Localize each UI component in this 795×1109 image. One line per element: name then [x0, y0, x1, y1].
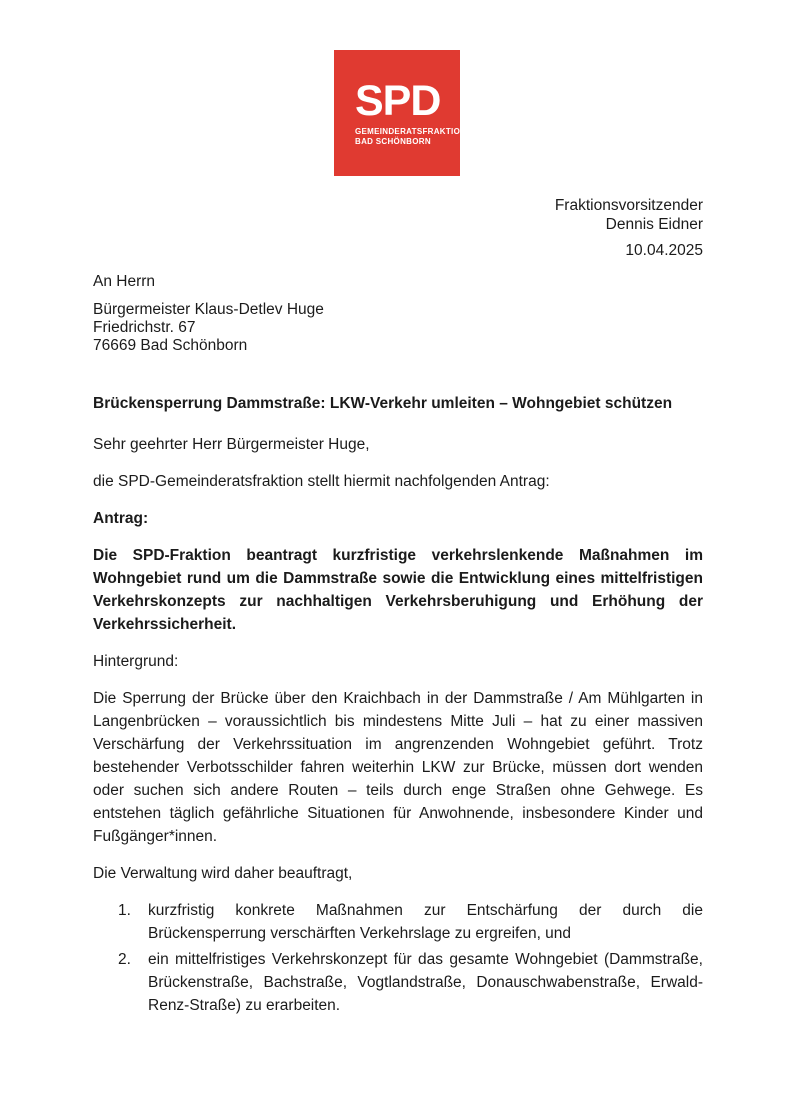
- recipient-street: Friedrichstr. 67: [93, 319, 196, 336]
- spd-logo: [334, 50, 467, 176]
- motion-text: Die SPD-Fraktion beantragt kurzfristige verkehrslenkende Maßnahmen im Wohngebiet rund um die Dammstraße sowie die Entwicklung eines mittelfristigen Verkehrskonzepts zur nachhaltigen Verkehrsberuhigung und Erhöhung der Verkehrssicherheit.: [93, 547, 703, 633]
- background-text: Die Sperrung der Brücke über den Kraichbach in der Dammstraße / Am Mühlgarten in Langenbrücken – voraussichtlich bis mindestens Mitte Juli – hat zu einer massiven Verschärfung der Verkehrssituation im angrenzenden Wohngebiet geführt. Trotz bestehender Verbotsschilder fahren weiterhin LKW zur Brücke, müssen dort wenden oder suchen sich andere Routen – teils durch enge Straßen ohne Gehwege. Es entstehen täglich gefährliche Situationen für Anwohnende, insbesondere Kinder und Fußgänger*innen.: [93, 690, 703, 845]
- greeting: Sehr geehrter Herr Bürgermeister Huge,: [93, 436, 370, 453]
- sender-role: Fraktionsvorsitzender: [554, 197, 703, 214]
- spd-logo-sublines: [355, 127, 467, 147]
- letter-body: [93, 392, 703, 1020]
- background-heading: Hintergrund:: [93, 653, 179, 670]
- motion-heading: Antrag:: [93, 510, 149, 527]
- sender-name: Dennis Eidner: [605, 216, 703, 233]
- recipient-block: [93, 273, 324, 355]
- task-number-2: 2.: [118, 951, 131, 968]
- spd-logo-text: SPD: [355, 77, 441, 125]
- intro-line: die SPD-Gemeinderatsfraktion stellt hiermit nachfolgenden Antrag:: [93, 473, 550, 490]
- logo-subline-fraktion: GEMEINDERATSFRAKTION: [355, 127, 467, 136]
- task-item-2: [118, 948, 703, 1017]
- logo-subline-ort: BAD SCHÖNBORN: [355, 137, 431, 146]
- task-intro: Die Verwaltung wird daher beauftragt,: [93, 865, 353, 882]
- recipient-city: 76669 Bad Schönborn: [93, 337, 248, 354]
- letter-date: 10.04.2025: [625, 242, 703, 259]
- task-item-1: [118, 899, 703, 945]
- recipient-name: Bürgermeister Klaus-Detlev Huge: [93, 301, 324, 318]
- subject-line: Brückensperrung Dammstraße: LKW-Verkehr umleiten – Wohngebiet schützen: [93, 395, 673, 412]
- task-number-1: 1.: [118, 902, 131, 919]
- recipient-salutation: An Herrn: [93, 273, 156, 290]
- task-list: [118, 899, 703, 1017]
- task-text-2: ein mittelfristiges Verkehrskonzept für das gesamte Wohngebiet (Dammstraße, Brückenstraße, Bachstraße, Vogtlandstraße, Donauschwabenstraße, Erwald-Renz-Straße) zu erarbeiten.: [148, 951, 703, 1014]
- sender-block: [555, 196, 703, 260]
- task-text-1: kurzfristig konkrete Maßnahmen zur Entschärfung der durch die Brückensperrung verschärften Verkehrslage zu ergreifen, und: [148, 902, 703, 942]
